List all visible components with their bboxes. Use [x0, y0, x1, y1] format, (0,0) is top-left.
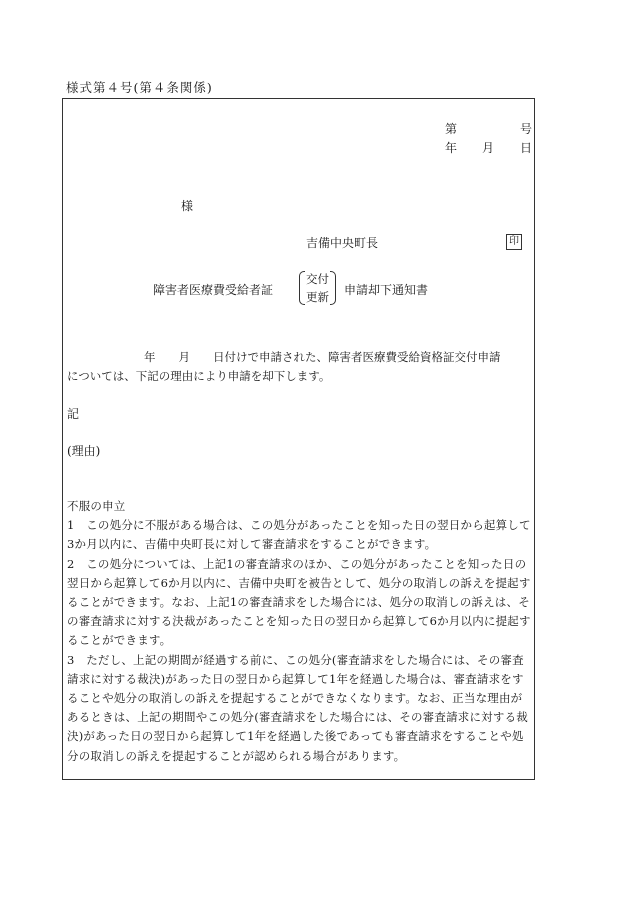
- form-label: 様式第４号(第４条関係): [66, 80, 213, 95]
- addressee-suffix: 様: [181, 199, 194, 213]
- date-year: 年: [445, 141, 458, 155]
- appeal-heading: 不服の申立: [67, 499, 126, 513]
- title-option-issue: 交付: [306, 272, 329, 286]
- title-tail: 申請却下通知書: [344, 283, 429, 297]
- issuer-name: 吉備中央町長: [306, 236, 379, 250]
- number-suffix: 号: [520, 122, 533, 136]
- appeal-item-1: 1 この処分に不服がある場合は、この処分があったことを知った日の翌日から起算して3か月以内に、吉備中央町長に対して審査請求をすることができます。: [67, 518, 531, 552]
- left-brace: [299, 271, 305, 305]
- appeal-item-3: 3 ただし、上記の期間が経過する前に、この処分(審査請求をした場合には、その審査請求に対する裁決)があった日の翌日から起算して1年を経過した場合は、審査請求をすることや処分の取消しの訴えを提起することができなくなります。なお、正当な理由があるときは、上記の期間やこの処分(審査請求をした場合には、その審査請求に対する裁決)があった日の翌日から起算して1年を経過した後であっても審査請求をすることや処分の取消しの訴えを提起することが認められる場合があります。: [67, 652, 528, 763]
- ki-label: 記: [67, 407, 80, 421]
- date-month: 月: [482, 141, 495, 155]
- appeal-section: [67, 497, 533, 766]
- reason-label: (理由): [67, 444, 101, 458]
- right-brace: [330, 271, 336, 305]
- date-day: 日: [520, 141, 533, 155]
- number-prefix: 第: [445, 122, 458, 136]
- seal-mark: 印: [506, 234, 522, 250]
- title-option-renew: 更新: [306, 290, 329, 304]
- body-line-2: については、下記の理由により申請を却下します。: [67, 369, 331, 383]
- appeal-item-2: 2 この処分については、上記1の審査請求のほか、この処分があったことを知った日の翌日から起算して6か月以内に、吉備中央町を被告として、処分の取消しの訴えを提起することができます。なお、上記1の審査請求をした場合には、処分の取消しの訴えは、その審査請求に対する決裁があったことを知った日の翌日から起算して6か月以内に提起することができます。: [67, 556, 531, 648]
- title-lead: 障害者医療費受給者証: [153, 283, 274, 297]
- body-line-1: 年 月 日付けで申請された、障害者医療費受給資格証交付申請: [144, 350, 501, 364]
